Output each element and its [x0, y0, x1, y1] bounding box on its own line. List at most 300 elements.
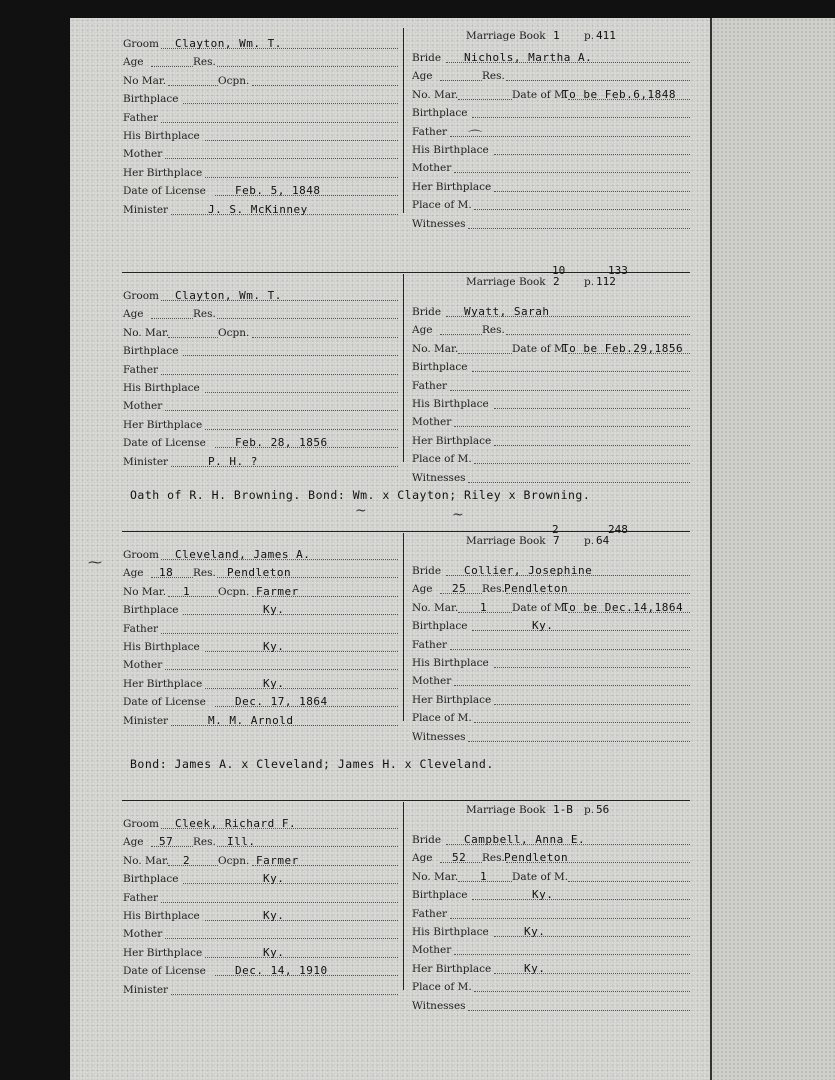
bride-father-label: Father — [412, 379, 448, 392]
groom-no-mar-leader — [168, 865, 218, 866]
groom-her-birthplace — [123, 674, 398, 692]
groom-res-value: Pendleton — [227, 566, 292, 580]
page-number-top: 133 — [608, 264, 628, 277]
groom-name-label: Groom — [123, 38, 160, 50]
groom-his-birthplace — [123, 637, 398, 655]
groom-her-birthplace-leader — [205, 957, 398, 958]
groom-occupation — [218, 851, 398, 869]
groom-res — [193, 52, 398, 70]
groom-father-label: Father — [123, 891, 159, 904]
adjacent-page-edge — [710, 18, 835, 1080]
bride-date-of-marriage-label: Date of M. — [512, 870, 569, 883]
groom-name-label: Groom — [123, 290, 160, 302]
ink-mark: ⁓ — [88, 555, 102, 571]
groom-father-leader — [161, 122, 398, 123]
groom-date-of-license-value: Dec. 14, 1910 — [235, 964, 328, 978]
groom-birthplace — [123, 600, 398, 618]
bride-no-mar — [412, 598, 512, 616]
bride-no-mar — [412, 339, 512, 357]
groom-name-label: Groom — [123, 818, 160, 830]
groom-no-mar — [123, 323, 218, 341]
groom-birthplace-leader — [183, 614, 398, 615]
bride-mother-label: Mother — [412, 416, 452, 429]
bride-res — [482, 579, 690, 597]
groom-birthplace — [123, 89, 398, 107]
page-number-top: 248 — [608, 523, 628, 536]
bride-place-of-marriage — [412, 195, 690, 213]
groom-her-birthplace — [123, 163, 398, 181]
card-divider — [403, 274, 404, 462]
bride-place-of-marriage-leader — [474, 991, 690, 992]
bride-date-of-marriage — [512, 598, 690, 616]
groom-father-label: Father — [123, 363, 159, 376]
bride-witnesses — [412, 727, 690, 745]
groom-mother-leader — [165, 158, 398, 159]
bride-birthplace-value: Ky. — [532, 619, 554, 633]
bride-mother-leader — [454, 685, 690, 686]
groom-father — [123, 888, 398, 906]
bride-birthplace — [412, 616, 690, 634]
bride-no-mar-label: No. Mar. — [412, 88, 459, 101]
groom-age — [123, 52, 193, 70]
bride-his-birthplace-label: His Birthplace — [412, 926, 489, 938]
bride-mother — [412, 940, 690, 958]
groom-age-leader — [151, 66, 193, 67]
bride-name — [412, 48, 690, 66]
bride-name — [412, 561, 690, 579]
groom-mother — [123, 396, 398, 414]
groom-his-birthplace-label: His Birthplace — [123, 130, 200, 142]
bride-father-label: Father — [412, 638, 448, 651]
bride-age-label: Age — [412, 852, 433, 865]
bride-name-label: Bride — [412, 52, 442, 64]
groom-res-value: Ill. — [227, 835, 256, 849]
groom-father — [123, 619, 398, 637]
bride-date-of-marriage-value: To be Dec.14,1864 — [562, 600, 684, 614]
bride-place-of-marriage-leader — [474, 722, 690, 723]
bride-birthplace-value: Ky. — [532, 888, 554, 902]
groom-date-of-license-value: Feb. 28, 1856 — [235, 436, 328, 450]
book-number-top: 2 — [552, 523, 559, 536]
page-number: 411 — [596, 29, 616, 42]
bride-res-label: Res. — [482, 583, 505, 596]
groom-occupation — [218, 71, 398, 89]
bride-date-of-marriage — [512, 85, 690, 103]
groom-birthplace — [123, 869, 398, 887]
groom-occupation — [218, 582, 398, 600]
groom-his-birthplace-leader — [205, 140, 398, 141]
groom-res-label: Res. — [193, 567, 216, 580]
bride-his-birthplace-leader — [494, 408, 690, 409]
bride-place-of-marriage-label: Place of M. — [412, 199, 472, 212]
bride-his-birthplace-label: His Birthplace — [412, 144, 489, 156]
groom-res — [193, 304, 398, 322]
page-label: p. — [584, 535, 595, 547]
bride-witnesses-leader — [468, 741, 690, 742]
bride-date-of-marriage — [512, 339, 690, 357]
bride-name-value: Nichols, Martha A. — [464, 51, 593, 64]
bride-birthplace-label: Birthplace — [412, 889, 468, 902]
book-number: 2 — [553, 275, 560, 288]
groom-occupation — [218, 323, 398, 341]
groom-birthplace-value: Ky. — [263, 603, 285, 617]
groom-mother-label: Mother — [123, 659, 163, 672]
bride-father — [412, 904, 690, 922]
groom-name-label: Groom — [123, 549, 160, 561]
bride-name — [412, 830, 690, 848]
bride-age — [412, 66, 482, 84]
groom-occupation-label: Ocpn. — [218, 854, 250, 867]
bride-his-birthplace — [412, 922, 690, 940]
groom-res-leader — [217, 318, 398, 319]
bride-no-mar-value: 1 — [480, 869, 488, 883]
groom-father — [123, 108, 398, 126]
bride-date-of-marriage-value: To be Feb.6,1848 — [562, 87, 676, 101]
bride-no-mar-leader — [458, 353, 512, 354]
groom-date-of-license-label: Date of License — [123, 696, 206, 709]
bride-birthplace-label: Birthplace — [412, 620, 468, 633]
bride-place-of-marriage-label: Place of M. — [412, 453, 472, 466]
groom-name — [123, 545, 398, 563]
bride-place-of-marriage — [412, 708, 690, 726]
groom-his-birthplace-label: His Birthplace — [123, 641, 200, 653]
groom-her-birthplace-label: Her Birthplace — [123, 166, 203, 179]
bride-her-birthplace-label: Her Birthplace — [412, 434, 492, 447]
groom-father-label: Father — [123, 622, 159, 635]
page-number: 64 — [596, 534, 610, 547]
groom-minister-label: Minister — [123, 203, 169, 216]
bride-mother-leader — [454, 426, 690, 427]
groom-minister-label: Minister — [123, 455, 169, 468]
groom-father — [123, 360, 398, 378]
bride-mother — [412, 158, 690, 176]
groom-no-mar — [123, 851, 218, 869]
groom-no-mar-leader — [168, 596, 218, 597]
groom-birthplace-label: Birthplace — [123, 93, 179, 106]
bride-father-leader — [450, 918, 690, 919]
groom-occupation-value: Farmer — [256, 853, 299, 867]
groom-his-birthplace — [123, 378, 398, 396]
bride-his-birthplace — [412, 653, 690, 671]
groom-minister-value: P. H. ? — [208, 454, 258, 468]
bride-birthplace-leader — [472, 117, 690, 118]
bride-name-value: Collier, Josephine — [464, 564, 593, 577]
record-note: Oath of R. H. Browning. Bond: Wm. x Clayton; Riley x Browning. — [130, 488, 591, 502]
groom-mother-leader — [165, 938, 398, 939]
bride-no-mar — [412, 85, 512, 103]
groom-occupation-label: Ocpn. — [218, 585, 250, 598]
groom-his-birthplace-leader — [205, 920, 398, 921]
bride-no-mar-label: No. Mar. — [412, 601, 459, 614]
groom-age-label: Age — [123, 308, 144, 321]
groom-mother — [123, 924, 398, 942]
bride-his-birthplace-label: His Birthplace — [412, 657, 489, 669]
groom-minister-leader — [171, 466, 398, 467]
groom-age — [123, 563, 193, 581]
groom-birthplace-value: Ky. — [263, 872, 285, 886]
bride-age — [412, 579, 482, 597]
groom-no-mar-label: No. Mar. — [123, 326, 170, 339]
bride-witnesses — [412, 214, 690, 232]
bride-his-birthplace-label: His Birthplace — [412, 398, 489, 410]
bride-witnesses-label: Witnesses — [412, 999, 466, 1012]
bride-age-leader — [440, 334, 482, 335]
groom-birthplace-label: Birthplace — [123, 604, 179, 617]
groom-no-mar-leader — [168, 337, 218, 338]
bride-res-value: Pendleton — [504, 851, 569, 865]
bride-age — [412, 848, 482, 866]
groom-date-of-license — [123, 433, 398, 451]
groom-birthplace-leader — [183, 355, 398, 356]
groom-res-label: Res. — [193, 56, 216, 69]
bride-her-birthplace — [412, 177, 690, 195]
bride-birthplace — [412, 103, 690, 121]
bride-her-birthplace-label: Her Birthplace — [412, 180, 492, 193]
bride-witnesses-label: Witnesses — [412, 471, 466, 484]
bride-mother-label: Mother — [412, 675, 452, 688]
groom-name-value: Cleek, Richard F. — [175, 817, 297, 830]
groom-name-value: Cleveland, James A. — [175, 548, 311, 561]
bride-res-value: Pendleton — [504, 582, 569, 596]
bride-mother — [412, 412, 690, 430]
groom-name-value: Clayton, Wm. T. — [175, 289, 282, 302]
groom-minister — [123, 980, 398, 998]
book-number: 1-B — [553, 803, 573, 816]
bride-name-label: Bride — [412, 834, 442, 846]
groom-minister-leader — [171, 994, 398, 995]
bride-date-of-marriage-leader — [568, 881, 690, 882]
marriage-book-label: Marriage Book — [466, 30, 546, 42]
card-divider — [403, 28, 404, 213]
groom-no-mar-label: No Mar. — [123, 585, 167, 598]
groom-minister-value: J. S. McKinney — [208, 202, 308, 216]
groom-mother — [123, 144, 398, 162]
groom-her-birthplace-label: Her Birthplace — [123, 946, 203, 959]
book-number: 1 — [553, 29, 560, 42]
bride-place-of-marriage — [412, 977, 690, 995]
groom-date-of-license-value: Feb. 5, 1848 — [235, 184, 321, 198]
bride-witnesses-label: Witnesses — [412, 217, 466, 230]
groom-minister-label: Minister — [123, 714, 169, 727]
groom-minister — [123, 711, 398, 729]
bride-father-leader — [450, 136, 690, 137]
groom-no-mar-label: No Mar. — [123, 74, 167, 87]
bride-res-label: Res. — [482, 324, 505, 337]
bride-res-label: Res. — [482, 852, 505, 865]
page-label: p. — [584, 276, 595, 288]
bride-her-birthplace-leader — [494, 445, 690, 446]
bride-res-leader — [506, 80, 690, 81]
book-number-top: 10 — [552, 264, 566, 277]
card-top-rule — [122, 272, 690, 273]
groom-age — [123, 832, 193, 850]
groom-occupation-label: Ocpn. — [218, 74, 250, 87]
bride-mother-leader — [454, 172, 690, 173]
bride-no-mar-label: No. Mar. — [412, 870, 459, 883]
groom-age-label: Age — [123, 56, 144, 69]
bride-age-label: Age — [412, 583, 433, 596]
page-label: p. — [584, 804, 595, 816]
groom-her-birthplace-leader — [205, 177, 398, 178]
groom-res-label: Res. — [193, 836, 216, 849]
bride-father-leader — [450, 649, 690, 650]
groom-his-birthplace — [123, 906, 398, 924]
groom-date-of-license-label: Date of License — [123, 965, 206, 978]
groom-his-birthplace-leader — [205, 651, 398, 652]
page-number: 112 — [596, 275, 616, 288]
groom-date-of-license-label: Date of License — [123, 185, 206, 198]
groom-his-birthplace — [123, 126, 398, 144]
book-number: 7 — [553, 534, 560, 547]
bride-name-label: Bride — [412, 565, 442, 577]
groom-minister — [123, 200, 398, 218]
groom-no-mar-value: 2 — [183, 853, 191, 867]
groom-father-leader — [161, 633, 398, 634]
groom-no-mar — [123, 71, 218, 89]
groom-res — [193, 563, 398, 581]
groom-occupation-leader — [252, 85, 398, 86]
bride-age-label: Age — [412, 324, 433, 337]
bride-date-of-marriage-label: Date of M. — [512, 342, 569, 355]
groom-his-birthplace-leader — [205, 392, 398, 393]
bride-date-of-marriage-label: Date of M. — [512, 601, 569, 614]
bride-place-of-marriage-leader — [474, 463, 690, 464]
bride-no-mar — [412, 867, 512, 885]
groom-her-birthplace-label: Her Birthplace — [123, 418, 203, 431]
bride-no-mar-label: No. Mar. — [412, 342, 459, 355]
bride-witnesses-leader — [468, 482, 690, 483]
card-top-rule — [122, 531, 690, 532]
groom-minister-label: Minister — [123, 983, 169, 996]
bride-her-birthplace — [412, 959, 690, 977]
card-divider — [403, 802, 404, 990]
groom-no-mar-leader — [168, 85, 218, 86]
bride-his-birthplace-value: Ky. — [524, 925, 546, 938]
bride-father-leader — [450, 390, 690, 391]
bride-age-value: 52 — [452, 851, 467, 865]
groom-mother-label: Mother — [123, 928, 163, 941]
groom-name — [123, 34, 398, 52]
bride-witnesses — [412, 468, 690, 486]
page-number: 56 — [596, 803, 610, 816]
groom-her-birthplace-leader — [205, 688, 398, 689]
groom-no-mar-value: 1 — [183, 584, 191, 598]
groom-birthplace-label: Birthplace — [123, 873, 179, 886]
bride-father — [412, 122, 690, 140]
groom-name — [123, 286, 398, 304]
bride-name-label: Bride — [412, 306, 442, 318]
bride-birthplace — [412, 357, 690, 375]
bride-birthplace-label: Birthplace — [412, 361, 468, 374]
groom-minister — [123, 452, 398, 470]
bride-res-label: Res. — [482, 70, 505, 83]
groom-birthplace-leader — [183, 883, 398, 884]
groom-occupation-value: Farmer — [256, 584, 299, 598]
ink-mark: ~ — [355, 503, 367, 519]
bride-age-value: 25 — [452, 582, 467, 596]
groom-her-birthplace-value: Ky. — [263, 945, 285, 959]
groom-birthplace-leader — [183, 103, 398, 104]
bride-name-value: Wyatt, Sarah — [464, 305, 550, 318]
groom-age-value: 18 — [159, 566, 174, 580]
bride-his-birthplace-leader — [494, 667, 690, 668]
bride-her-birthplace-label: Her Birthplace — [412, 962, 492, 975]
bride-res — [482, 66, 690, 84]
bride-mother — [412, 671, 690, 689]
bride-mother-label: Mother — [412, 944, 452, 957]
groom-her-birthplace-value: Ky. — [263, 676, 285, 690]
bride-name-value: Campbell, Anna E. — [464, 833, 586, 846]
groom-her-birthplace — [123, 943, 398, 961]
bride-her-birthplace-value: Ky. — [524, 961, 546, 975]
marriage-book-label: Marriage Book — [466, 276, 546, 288]
bride-her-birthplace-leader — [494, 191, 690, 192]
groom-birthplace-label: Birthplace — [123, 345, 179, 358]
bride-birthplace — [412, 885, 690, 903]
groom-res-leader — [217, 66, 398, 67]
groom-father-leader — [161, 374, 398, 375]
bride-name — [412, 302, 690, 320]
page-label: p. — [584, 30, 595, 42]
groom-date-of-license-label: Date of License — [123, 437, 206, 450]
groom-mother-label: Mother — [123, 148, 163, 161]
bride-birthplace-leader — [472, 630, 690, 631]
groom-date-of-license — [123, 692, 398, 710]
groom-no-mar-label: No. Mar. — [123, 854, 170, 867]
bride-father-label: Father — [412, 125, 448, 138]
groom-his-birthplace-label: His Birthplace — [123, 382, 200, 394]
marriage-book-label: Marriage Book — [466, 804, 546, 816]
bride-birthplace-label: Birthplace — [412, 107, 468, 120]
bride-witnesses-leader — [468, 1010, 690, 1011]
groom-mother-leader — [165, 669, 398, 670]
groom-age-label: Age — [123, 567, 144, 580]
groom-age-label: Age — [123, 836, 144, 849]
bride-her-birthplace — [412, 690, 690, 708]
groom-date-of-license — [123, 961, 398, 979]
bride-res — [482, 320, 690, 338]
bride-his-birthplace — [412, 394, 690, 412]
bride-her-birthplace-leader — [494, 704, 690, 705]
bride-date-of-marriage-label: Date of M. — [512, 88, 569, 101]
groom-his-birthplace-value: Ky. — [263, 909, 285, 922]
ink-mark: ~ — [452, 507, 464, 523]
groom-age-leader — [151, 318, 193, 319]
bride-father — [412, 376, 690, 394]
bride-age — [412, 320, 482, 338]
groom-age-value: 57 — [159, 835, 174, 849]
bride-res-leader — [506, 334, 690, 335]
bride-her-birthplace — [412, 431, 690, 449]
bride-his-birthplace-leader — [494, 154, 690, 155]
bride-birthplace-leader — [472, 899, 690, 900]
bride-witnesses-label: Witnesses — [412, 730, 466, 743]
bride-no-mar-leader — [458, 99, 512, 100]
bride-witnesses-leader — [468, 228, 690, 229]
bride-his-birthplace — [412, 140, 690, 158]
groom-birthplace — [123, 341, 398, 359]
bride-mother-label: Mother — [412, 162, 452, 175]
bride-father-label: Father — [412, 907, 448, 920]
groom-name-value: Clayton, Wm. T. — [175, 37, 282, 50]
bride-place-of-marriage-leader — [474, 209, 690, 210]
bride-age-label: Age — [412, 70, 433, 83]
groom-occupation-label: Ocpn. — [218, 326, 250, 339]
bride-place-of-marriage — [412, 449, 690, 467]
groom-date-of-license — [123, 181, 398, 199]
bride-father — [412, 635, 690, 653]
groom-res-label: Res. — [193, 308, 216, 321]
